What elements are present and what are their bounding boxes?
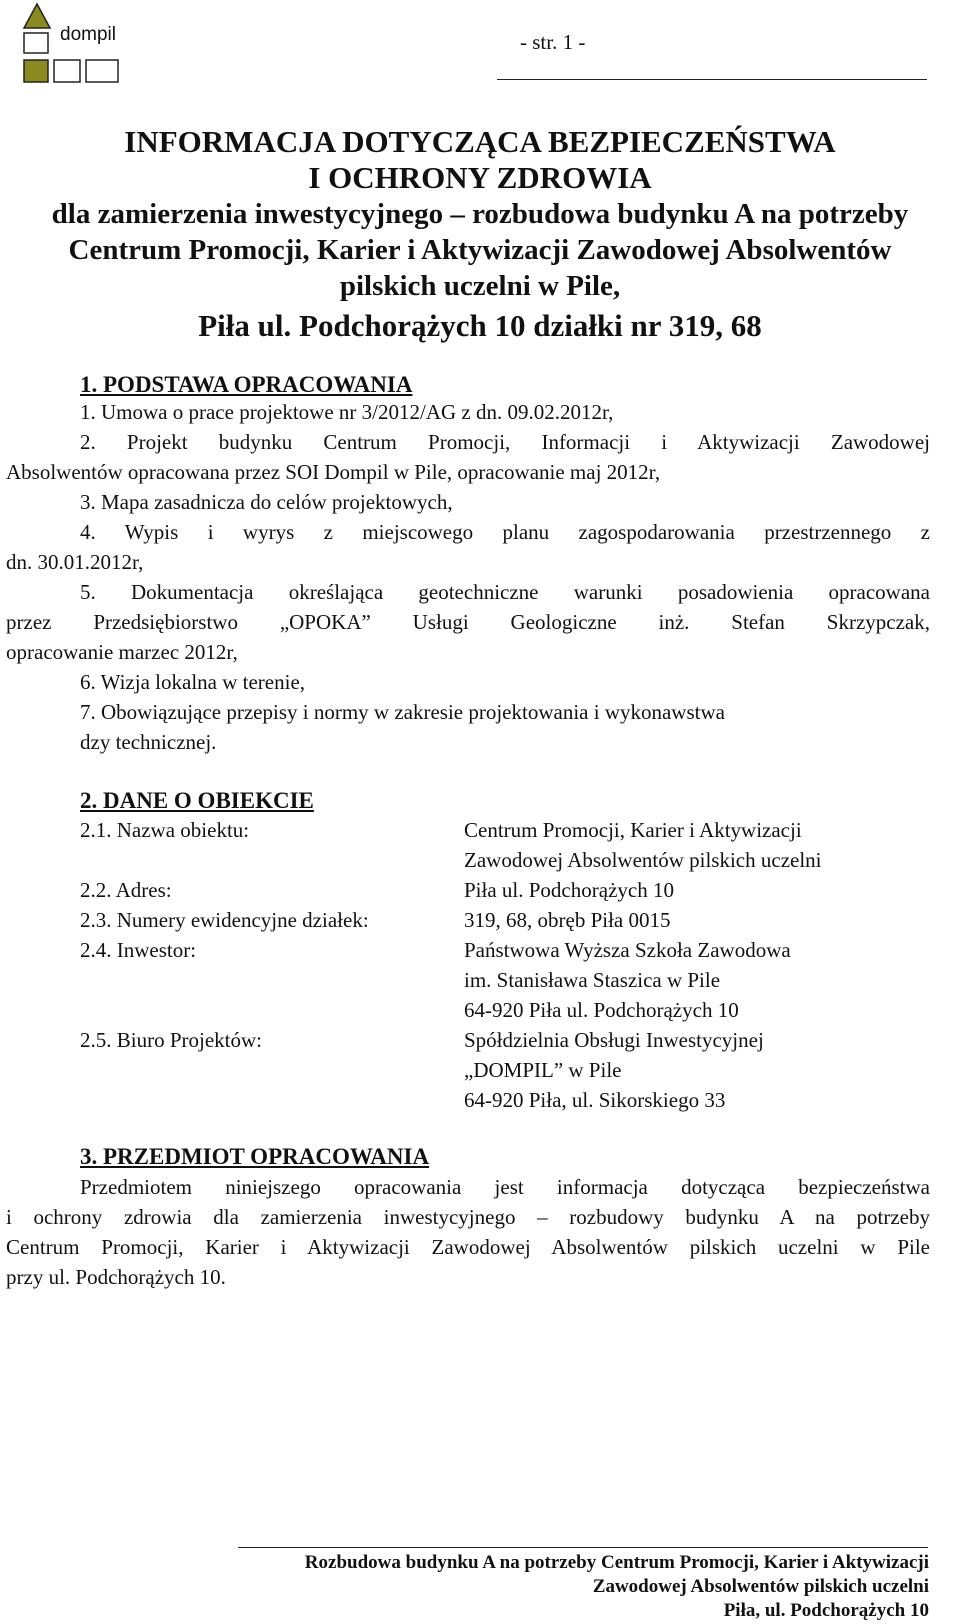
field-label: 2.2. Adres: xyxy=(80,878,172,902)
field-value: Państwowa Wyższa Szkoła Zawodowa xyxy=(464,938,791,962)
footer-line: Zawodowej Absolwentów pilskich uczelni xyxy=(592,1576,929,1597)
document-title xyxy=(0,124,960,344)
section-heading: 1. PODSTAWA OPRACOWANIA xyxy=(80,372,413,397)
paragraph-line: Centrum Promocji, Karier i Aktywizacji Zawodowej Absolwentów pilskich uczelni w Pile xyxy=(6,1235,930,1259)
field-value: 64-920 Piła ul. Podchorążych 10 xyxy=(464,998,739,1022)
field-value: Piła ul. Podchorążych 10 xyxy=(464,878,674,902)
footer-line: Rozbudowa budynku A na potrzeby Centrum Promocji, Karier i Aktywizacji xyxy=(304,1552,929,1573)
page-number: - str. 1 - xyxy=(520,30,586,54)
list-item: 6. Wizja lokalna w terenie, xyxy=(80,670,306,694)
field-value: „DOMPIL” w Pile xyxy=(464,1058,622,1082)
logo-square-icon xyxy=(86,60,118,82)
field-label: 2.5. Biuro Projektów: xyxy=(80,1028,262,1052)
list-item: 4. Wypis i wyrys z miejscowego planu zagospodarowania przestrzennego z xyxy=(80,520,930,544)
field-label: 2.1. Nazwa obiektu: xyxy=(80,818,250,842)
field-value: 319, 68, obręb Piła 0015 xyxy=(464,908,671,932)
title-line: pilskich uczelni w Pile, xyxy=(339,270,621,302)
list-item-continuation: przez Przedsiębiorstwo „OPOKA” Usługi Geologiczne inż. Stefan Skrzypczak, xyxy=(6,610,930,634)
field-value: Spółdzielnia Obsługi Inwestycyjnej xyxy=(464,1028,764,1052)
title-line: Centrum Promocji, Karier i Aktywizacji Zawodowej Absolwentów xyxy=(68,234,892,266)
paragraph-line: Przedmiotem niniejszego opracowania jest informacja dotycząca bezpieczeństwa xyxy=(80,1175,930,1199)
footer-line: Piła, ul. Podchorążych 10 xyxy=(723,1600,929,1621)
logo-roof-icon xyxy=(24,4,50,28)
field-label: 2.3. Numery ewidencyjne działek: xyxy=(80,908,369,932)
logo-square-icon xyxy=(54,60,80,82)
list-item-continuation: Absolwentów opracowana przez SOI Dompil w Pile, opracowanie maj 2012r, xyxy=(6,460,661,484)
footer-rule xyxy=(238,1547,928,1548)
logo-olive-square-icon xyxy=(24,60,48,82)
list-item: 7. Obowiązujące przepisy i normy w zakresie projektowania i wykonawstwa xyxy=(80,700,725,724)
list-item-continuation: opracowanie marzec 2012r, xyxy=(6,640,238,664)
field-value: 64-920 Piła, ul. Sikorskiego 33 xyxy=(464,1088,726,1112)
list-item-continuation: dzy technicznej. xyxy=(80,730,217,754)
list-item: 3. Mapa zasadnicza do celów projektowych, xyxy=(80,490,453,514)
list-item: 1. Umowa o prace projektowe nr 3/2012/AG z dn. 09.02.2012r, xyxy=(80,400,614,424)
logo-square-icon xyxy=(24,33,48,53)
list-item-continuation: dn. 30.01.2012r, xyxy=(6,550,144,574)
field-value: im. Stanisława Staszica w Pile xyxy=(464,968,721,992)
title-line: Piła ul. Podchorążych 10 działki nr 319, 68 xyxy=(198,308,762,343)
field-value: Centrum Promocji, Karier i Aktywizacji xyxy=(464,818,802,842)
title-line: I OCHRONY ZDROWIA xyxy=(308,160,652,195)
header-rule xyxy=(497,79,927,80)
section-heading: 3. PRZEDMIOT OPRACOWANIA xyxy=(80,1144,430,1169)
paragraph-line: i ochrony zdrowia dla zamierzenia inwestycyjnego – rozbudowy budynku A na potrzeby xyxy=(6,1205,930,1229)
field-label: 2.4. Inwestor: xyxy=(80,938,197,962)
title-line: INFORMACJA DOTYCZĄCA BEZPIECZEŃSTWA xyxy=(124,124,836,159)
field-value: Zawodowej Absolwentów pilskich uczelni xyxy=(464,848,822,872)
title-line: dla zamierzenia inwestycyjnego – rozbudowa budynku A na potrzeby xyxy=(51,198,909,230)
section-heading: 2. DANE O OBIEKCIE xyxy=(80,788,314,813)
list-item: 2. Projekt budynku Centrum Promocji, Informacji i Aktywizacji Zawodowej xyxy=(80,430,930,454)
logo-text: dompil xyxy=(60,24,116,45)
paragraph-line: przy ul. Podchorążych 10. xyxy=(6,1265,226,1289)
list-item: 5. Dokumentacja określająca geotechniczne warunki posadowienia opracowana xyxy=(80,580,930,604)
